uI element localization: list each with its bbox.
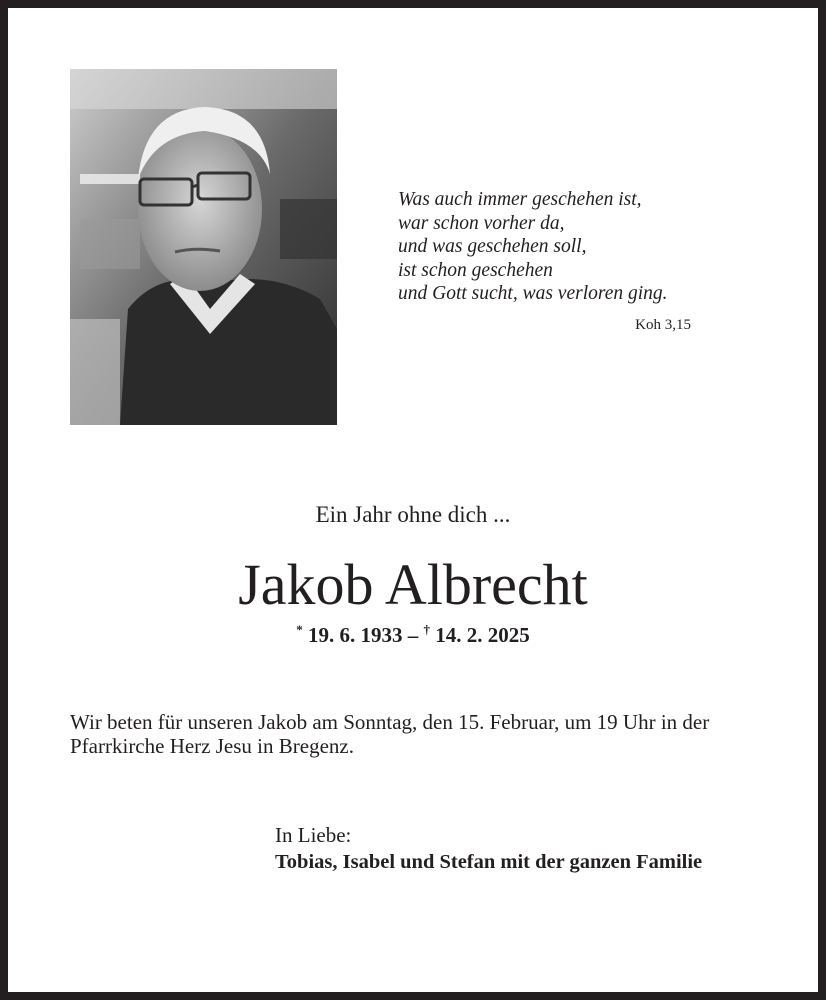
death-symbol: †	[423, 622, 430, 637]
quote-reference: Koh 3,15	[635, 317, 691, 333]
signature-label: In Liebe:	[275, 823, 352, 847]
obituary-page	[8, 8, 818, 992]
quote-line: ist schon geschehen	[398, 259, 553, 281]
memorial-service-text	[70, 711, 790, 758]
quote-line: Was auch immer geschehen ist,	[398, 189, 642, 210]
death-date: 14. 2. 2025	[435, 623, 530, 647]
body-line: Wir beten für unseren Jakob am Sonntag, den 15. Februar, um 19 Uhr in der	[70, 710, 710, 734]
quote-line: und was geschehen soll,	[398, 236, 587, 257]
portrait-photo-icon	[70, 69, 337, 425]
signature-names: Tobias, Isabel und Stefan mit der ganzen Familie	[275, 851, 703, 873]
quote-line: war schon vorher da,	[398, 212, 565, 234]
date-separator: –	[402, 623, 424, 647]
birth-date: 19. 6. 1933	[308, 623, 403, 647]
deceased-name: Jakob Albrecht	[238, 552, 588, 617]
life-dates	[8, 622, 818, 648]
intro-text: Ein Jahr ohne dich ...	[315, 502, 511, 527]
bible-quote	[398, 188, 698, 333]
body-line: Pfarrkirche Herz Jesu in Bregenz.	[70, 733, 354, 758]
portrait-photo	[70, 69, 337, 425]
birth-symbol: *	[296, 622, 303, 637]
quote-line: und Gott sucht, was verloren ging.	[398, 283, 668, 304]
